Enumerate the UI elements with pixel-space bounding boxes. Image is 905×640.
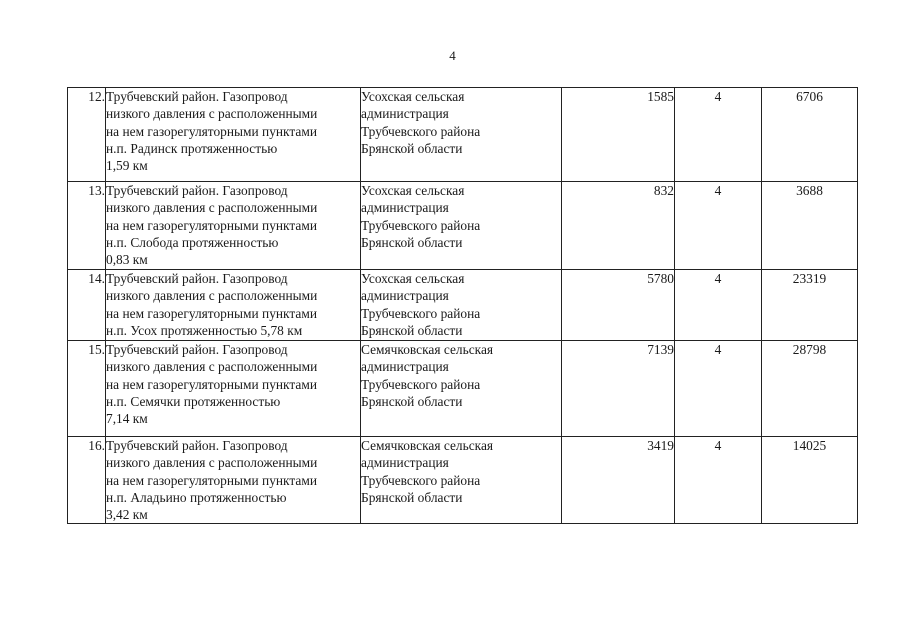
description-line: 3,42 км: [106, 507, 148, 523]
description-line: низкого давления с расположенными: [106, 106, 318, 122]
gas-pipeline-table: [67, 87, 858, 524]
object-description: [106, 341, 361, 437]
pipeline-length: 3419: [562, 437, 675, 524]
value: 14025: [762, 437, 858, 524]
description-line: Трубчевский район. Газопровод: [106, 438, 288, 453]
organization-line: администрация: [361, 359, 449, 375]
organization-line: Брянской области: [361, 489, 463, 505]
category: 4: [675, 270, 762, 341]
category: 4: [675, 88, 762, 182]
category: 4: [675, 437, 762, 524]
description-line: низкого давления с расположенными: [106, 200, 318, 216]
row-number: 15.: [68, 341, 106, 437]
category: 4: [675, 182, 762, 270]
organization-line: Трубчевского района: [361, 472, 481, 488]
description-line: 7,14 км: [106, 411, 148, 427]
organization-line: администрация: [361, 455, 449, 471]
organization: [361, 270, 562, 341]
value: 6706: [762, 88, 858, 182]
value: 23319: [762, 270, 858, 341]
pipeline-length: 7139: [562, 341, 675, 437]
description-line: 0,83 км: [106, 252, 148, 268]
organization-line: администрация: [361, 106, 449, 122]
organization-line: Брянской области: [361, 234, 463, 250]
page-number: 4: [449, 48, 456, 63]
description-line: н.п. Слобода протяженностью: [106, 234, 279, 250]
row-number: 12.: [68, 88, 106, 182]
description-line: Трубчевский район. Газопровод: [106, 271, 288, 286]
pipeline-length: 832: [562, 182, 675, 270]
description-line: Трубчевский район. Газопровод: [106, 342, 288, 357]
description-line: низкого давления с расположенными: [106, 455, 318, 471]
organization-line: администрация: [361, 200, 449, 216]
organization-line: Брянской области: [361, 393, 463, 409]
pipeline-length: 5780: [562, 270, 675, 341]
organization-line: Брянской области: [361, 140, 463, 156]
value: 28798: [762, 341, 858, 437]
organization-line: Семячковская сельская: [361, 438, 494, 453]
object-description: [106, 182, 361, 270]
description-line: на нем газорегуляторными пунктами: [106, 376, 317, 392]
description-line: 1,59 км: [106, 158, 148, 174]
description-line: Трубчевский район. Газопровод: [106, 183, 288, 198]
row-number: 16.: [68, 437, 106, 524]
organization: [361, 88, 562, 182]
organization-line: Трубчевского района: [361, 217, 481, 233]
description-line: н.п. Аладьино протяженностью: [106, 489, 287, 505]
organization-line: администрация: [361, 288, 449, 304]
description-line: на нем газорегуляторными пунктами: [106, 123, 317, 139]
organization-line: Трубчевского района: [361, 376, 481, 392]
description-line: низкого давления с расположенными: [106, 288, 318, 304]
organization-line: Усохская сельская: [361, 271, 465, 286]
table-row: [68, 182, 858, 270]
category: 4: [675, 341, 762, 437]
object-description: [106, 437, 361, 524]
row-number: 13.: [68, 182, 106, 270]
description-line: на нем газорегуляторными пунктами: [106, 472, 317, 488]
object-description: [106, 88, 361, 182]
description-line: Трубчевский район. Газопровод: [106, 89, 288, 104]
organization-line: Трубчевского района: [361, 305, 481, 321]
table-row: [68, 88, 858, 182]
object-description: [106, 270, 361, 341]
organization-line: Усохская сельская: [361, 183, 465, 198]
value: 3688: [762, 182, 858, 270]
description-line: н.п. Усох протяженностью 5,78 км: [106, 322, 303, 338]
organization-line: Семячковская сельская: [361, 342, 494, 357]
description-line: низкого давления с расположенными: [106, 359, 318, 375]
table-row: [68, 437, 858, 524]
description-line: на нем газорегуляторными пунктами: [106, 217, 317, 233]
pipeline-length: 1585: [562, 88, 675, 182]
organization-line: Трубчевского района: [361, 123, 481, 139]
table-row: [68, 341, 858, 437]
organization-line: Усохская сельская: [361, 89, 465, 104]
organization: [361, 182, 562, 270]
organization-line: Брянской области: [361, 322, 463, 338]
description-line: на нем газорегуляторными пунктами: [106, 305, 317, 321]
row-number: 14.: [68, 270, 106, 341]
organization: [361, 437, 562, 524]
organization: [361, 341, 562, 437]
description-line: н.п. Семячки протяженностью: [106, 393, 281, 409]
table-row: [68, 270, 858, 341]
description-line: н.п. Радинск протяженностью: [106, 140, 278, 156]
